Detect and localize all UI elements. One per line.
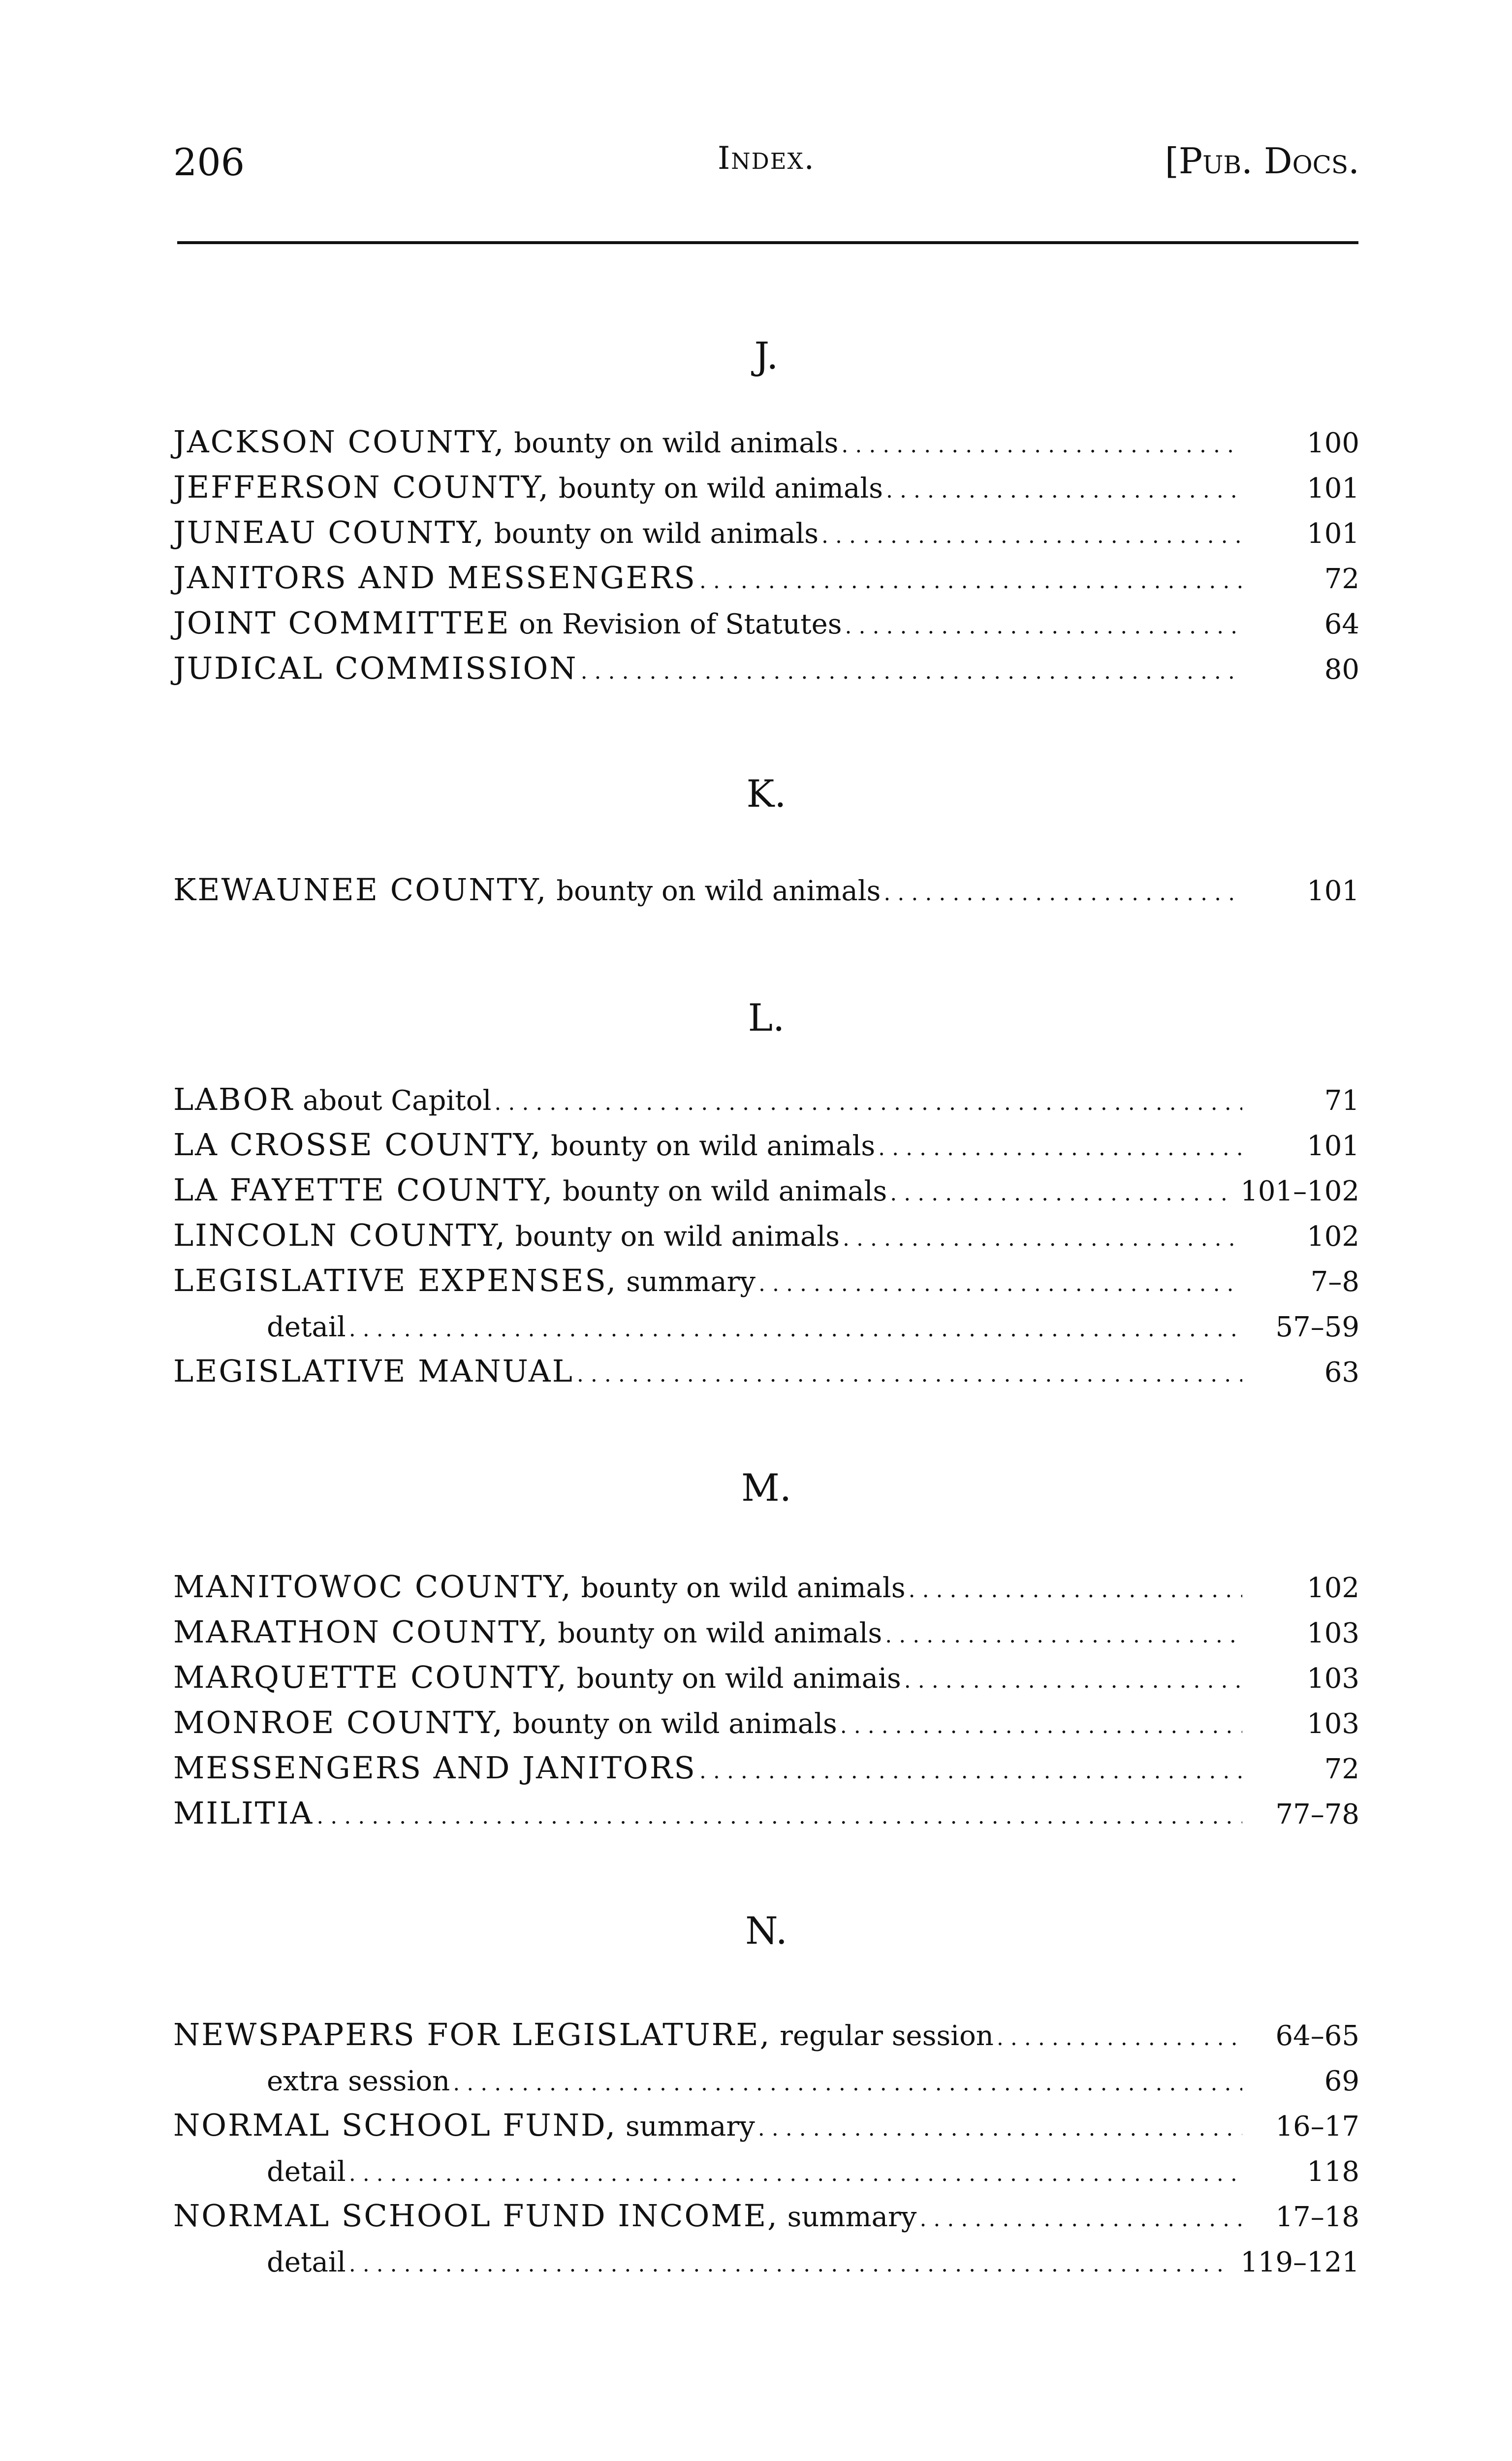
running-title: Index. [718, 140, 815, 177]
index-entry: LA CROSSE COUNTY, bounty on wild animals ..... 101 [173, 1122, 1359, 1167]
index-entry: JACKSON COUNTY, bounty on wild animals ..... 100 [173, 419, 1359, 465]
page-ref: 64–65 [1275, 2020, 1359, 2052]
index-entry: MANITOWOC COUNTY, bounty on wild animals ..... 102 [173, 1564, 1359, 1609]
page-ref: 101 [1307, 473, 1359, 505]
page-ref: 16–17 [1275, 2111, 1359, 2143]
page-ref: 100 [1307, 427, 1359, 459]
page-ref: 101–102 [1240, 1175, 1359, 1207]
index-entry: LABOR about Capitol ..... 71 [173, 1077, 1359, 1122]
page-ref: 71 [1324, 1085, 1359, 1117]
page-ref: 64 [1324, 608, 1359, 640]
index-subentry: extra session ..... 69 [173, 2057, 1359, 2103]
index-entry: LEGISLATIVE MANUAL ..... 63 [173, 1349, 1359, 1394]
section-j-entries [173, 419, 1359, 691]
page-ref: 63 [1324, 1357, 1359, 1388]
section-letter-m: M. [741, 1466, 791, 1510]
page-ref: 101 [1307, 518, 1359, 550]
page-ref: 103 [1307, 1708, 1359, 1740]
index-subentry: detail ..... 57–59 [173, 1303, 1359, 1349]
page-ref: 69 [1324, 2065, 1359, 2097]
index-entry: NORMAL SCHOOL FUND INCOME, summary ..... 17–18 [173, 2193, 1359, 2239]
page-ref: 102 [1307, 1572, 1359, 1604]
index-entry: MESSENGERS AND JANITORS ..... 72 [173, 1745, 1359, 1791]
page-ref: 17–18 [1275, 2201, 1359, 2233]
page-ref: 72 [1324, 563, 1359, 595]
section-letter-n: N. [745, 1909, 788, 1953]
index-entry: JUDICAL COMMISSION ..... 80 [173, 646, 1359, 691]
page-ref: 118 [1307, 2156, 1359, 2188]
page-ref: 119–121 [1240, 2246, 1359, 2278]
page-ref: 103 [1307, 1617, 1359, 1649]
index-entry: LA FAYETTE COUNTY, bounty on wild animals ..... 101–102 [173, 1167, 1359, 1213]
page-ref: 102 [1307, 1221, 1359, 1253]
page-ref: 77–78 [1275, 1798, 1359, 1830]
page-number: 206 [173, 140, 245, 184]
section-letter-k: K. [746, 772, 787, 816]
section-letter-l: L. [748, 996, 785, 1040]
index-entry: MONROE COUNTY, bounty on wild animals ..... 103 [173, 1700, 1359, 1745]
section-l-entries [173, 1077, 1359, 1394]
index-subentry: detail ..... 119–121 [173, 2239, 1359, 2284]
page-ref: 101 [1307, 875, 1359, 907]
index-entry: MARATHON COUNTY, bounty on wild animals ..... 103 [173, 1609, 1359, 1655]
page-ref: 72 [1324, 1753, 1359, 1785]
page-ref: 103 [1307, 1663, 1359, 1695]
index-entry: MARQUETTE COUNTY, bounty on wild animais ..... 103 [173, 1655, 1359, 1700]
index-entry: NORMAL SCHOOL FUND, summary ..... 16–17 [173, 2103, 1359, 2148]
page-ref: 80 [1324, 654, 1359, 686]
index-entry: JANITORS AND MESSENGERS ..... 72 [173, 555, 1359, 600]
index-entry: MILITIA ..... 77–78 [173, 1791, 1359, 1836]
index-subentry: detail ..... 118 [173, 2148, 1359, 2193]
header-rule [177, 241, 1358, 244]
index-entry: KEWAUNEE COUNTY, bounty on wild animals ..... 101 [173, 867, 1359, 913]
section-m-entries [173, 1564, 1359, 1836]
index-entry: JUNEAU COUNTY, bounty on wild animals ..... 101 [173, 510, 1359, 555]
page-ref: 7–8 [1310, 1266, 1359, 1298]
index-entry: JEFFERSON COUNTY, bounty on wild animals ..... 101 [173, 465, 1359, 510]
page-header [173, 140, 1359, 199]
index-entry: LINCOLN COUNTY, bounty on wild animals ..... 102 [173, 1213, 1359, 1258]
section-letter-j: J. [754, 334, 779, 378]
section-n-entries [173, 2012, 1359, 2284]
publication-label: [Pub. Docs. [1165, 140, 1359, 182]
page-ref: 57–59 [1275, 1311, 1359, 1343]
index-entry: JOINT COMMITTEE on Revision of Statutes ..... 64 [173, 600, 1359, 646]
section-k-entries [173, 867, 1359, 913]
index-entry: NEWSPAPERS FOR LEGISLATURE, regular session ..... 64–65 [173, 2012, 1359, 2057]
page-ref: 101 [1307, 1130, 1359, 1162]
index-entry: LEGISLATIVE EXPENSES, summary ..... 7–8 [173, 1258, 1359, 1303]
